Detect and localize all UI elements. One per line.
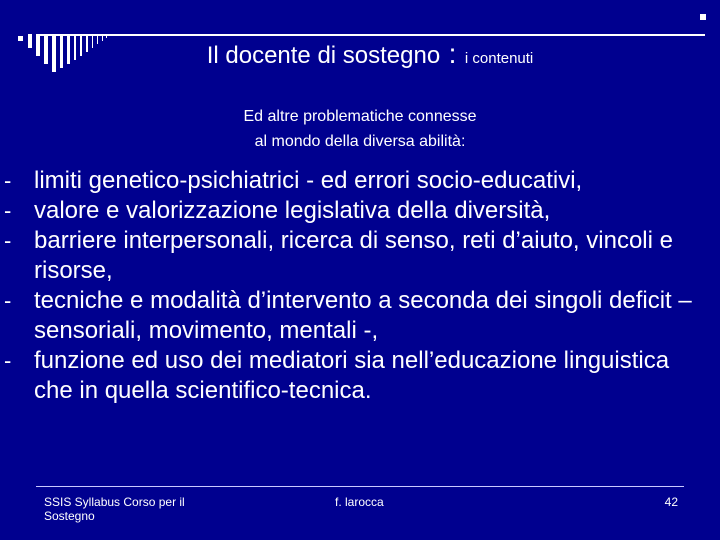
title-subtitle: i contenuti <box>464 50 534 67</box>
bullet-item <box>0 226 720 286</box>
footer-divider <box>36 486 684 487</box>
page-number: 42 <box>664 495 678 509</box>
title-main: Il docente di sostegno <box>206 42 441 69</box>
footer-course-label: SSIS Syllabus Corso per il Sostegno <box>44 495 185 523</box>
bullet-list <box>0 166 720 406</box>
bullet-text: tecniche e modalità d’intervento a seconda dei singoli deficit – sensoriali, movimento, mentali -, <box>34 287 692 344</box>
bullet-text: barriere interpersonali, ricerca di senso, reti d’aiuto, vincoli e risorse, <box>34 227 673 284</box>
bullet-marker: - <box>4 198 12 223</box>
bullet-text: valore e valorizzazione legislativa della diversità, <box>34 197 551 224</box>
subtitle-line-1: Ed altre problematiche connesse <box>243 108 477 125</box>
bullet-marker: - <box>4 348 12 373</box>
subtitle-line-2: al mondo della diversa abilità: <box>254 133 466 150</box>
bullet-text: funzione ed uso dei mediatori sia nell’educazione linguistica che in quella scientifico-tecnica. <box>34 347 670 404</box>
bullet-item <box>0 196 720 226</box>
bullet-item <box>0 286 720 346</box>
bullet-marker: - <box>4 228 12 253</box>
footer-author: f. larocca <box>335 495 384 509</box>
bullet-text: limiti genetico-psichiatrici - ed errori socio-educativi, <box>34 167 583 194</box>
bullet-marker: - <box>4 288 12 313</box>
title-separator: : <box>448 38 457 69</box>
slide-title <box>0 38 720 70</box>
bullet-item <box>0 166 720 196</box>
bullet-marker: - <box>4 168 12 193</box>
bullet-item <box>0 346 720 406</box>
slide-subtitle <box>0 104 720 154</box>
